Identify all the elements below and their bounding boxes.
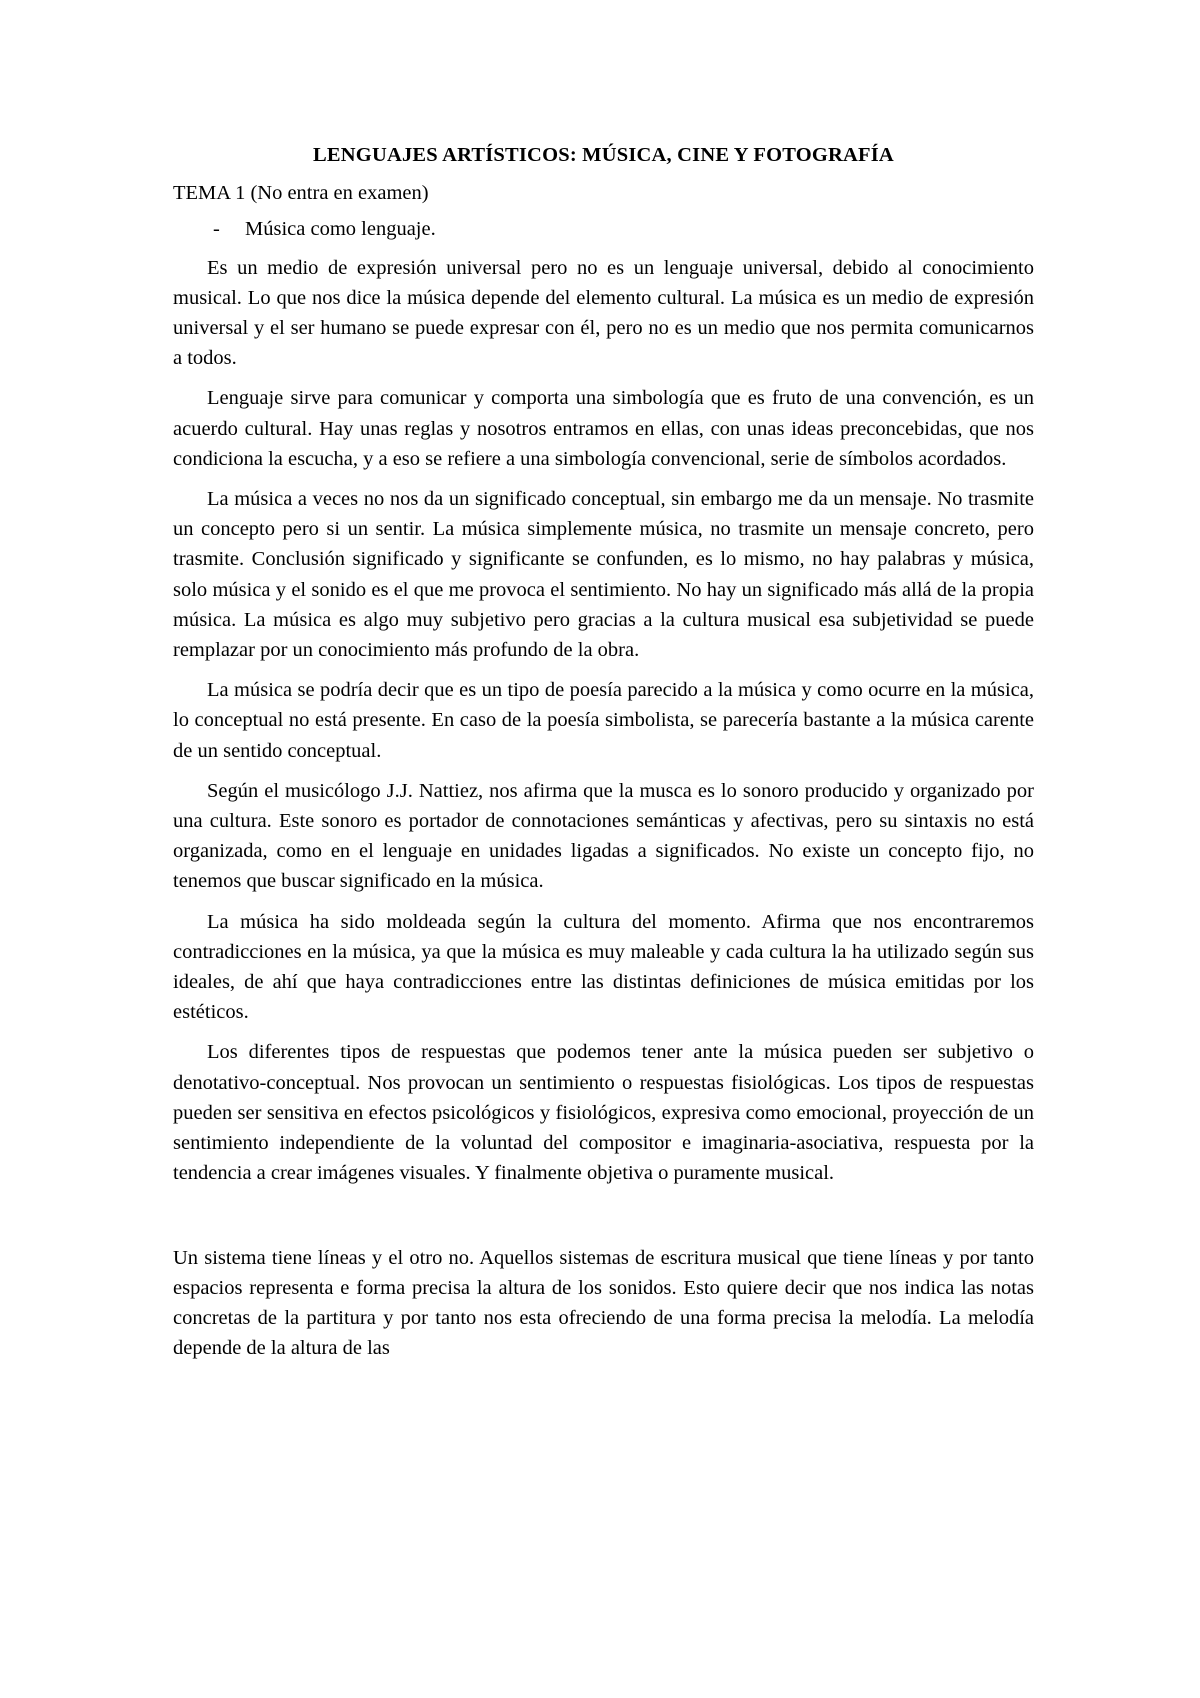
paragraph: Según el musicólogo J.J. Nattiez, nos afirma que la musca es lo sonoro producido y organizado por una cultura. Este sonoro es portador de connotaciones semánticas y afectivas, pero su sintaxis no está organizada, como en el lenguaje en unidades ligadas a significados. No existe un concepto fijo, no tenemos que buscar significado en la música. [173,779,1034,893]
paragraph: La música ha sido moldeada según la cultura del momento. Afirma que nos encontraremos contradicciones en la música, ya que la música es muy maleable y cada cultura la ha utilizado según sus ideales, de ahí que haya contradicciones entre las distintas definiciones de música emitidas por los estéticos. [173,910,1034,1024]
paragraph-final: Un sistema tiene líneas y el otro no. Aquellos sistemas de escritura musical que tiene líneas y por tanto espacios representa e forma precisa la altura de los sonidos. Esto quiere decir que nos indica las notas concretas de la partitura y por tanto nos esta ofreciendo de una forma precisa la melodía. La melodía depende de la altura de las [173,1246,1034,1360]
list-item-text: Música como lenguaje. [245,218,436,241]
section-heading: TEMA 1 (No entra en examen) [173,182,429,205]
list-marker: - [213,218,220,241]
paragraph: Los diferentes tipos de respuestas que podemos tener ante la música pueden ser subjetivo o denotativo-conceptual. Nos provocan un sentimiento o respuestas fisiológicas. Los tipos de respuestas pueden ser sensitiva en efectos psicológicos y fisiológicos, expresiva como emocional, proyección de un sentimiento independiente de la voluntad del compositor e imaginaria-asociativa, respuesta por la tendencia a crear imágenes visuales. Y finalmente objetiva o puramente musical. [173,1041,1034,1185]
paragraph: Lenguaje sirve para comunicar y comporta una simbología que es fruto de una convención, es un acuerdo cultural. Hay unas reglas y nosotros entramos en ellas, con unas ideas preconcebidas, que nos condiciona la escucha, y a eso se refiere a una simbología convencional, serie de símbolos acordados. [173,387,1034,470]
paragraph: La música se podría decir que es un tipo de poesía parecido a la música y como ocurre en la música, lo conceptual no está presente. En caso de la poesía simbolista, se parecería bastante a la música carente de un sentido conceptual. [173,679,1034,762]
document-title: LENGUAJES ARTÍSTICOS: MÚSICA, CINE Y FOTOGRAFÍA [313,144,894,166]
list-item [173,214,1034,244]
document-body [173,140,1034,1363]
paragraph: Es un medio de expresión universal pero no es un lenguaje universal, debido al conocimiento musical. Lo que nos dice la música depende del elemento cultural. La música es un medio de expresión universal y el ser humano se puede expresar con él, pero no es un medio que nos permita comunicarnos a todos. [173,256,1034,370]
paragraph: La música a veces no nos da un significado conceptual, sin embargo me da un mensaje. No trasmite un concepto pero si un sentir. La música simplemente música, no trasmite un mensaje concreto, pero trasmite. Conclusión significado y significante se confunden, es lo mismo, no hay palabras y música, solo música y el sonido es el que me provoca el sentimiento. No hay un significado más allá de la propia música. La música es algo muy subjetivo pero gracias a la cultura musical esa subjetividad se puede remplazar por un conocimiento más profundo de la obra. [173,488,1034,662]
